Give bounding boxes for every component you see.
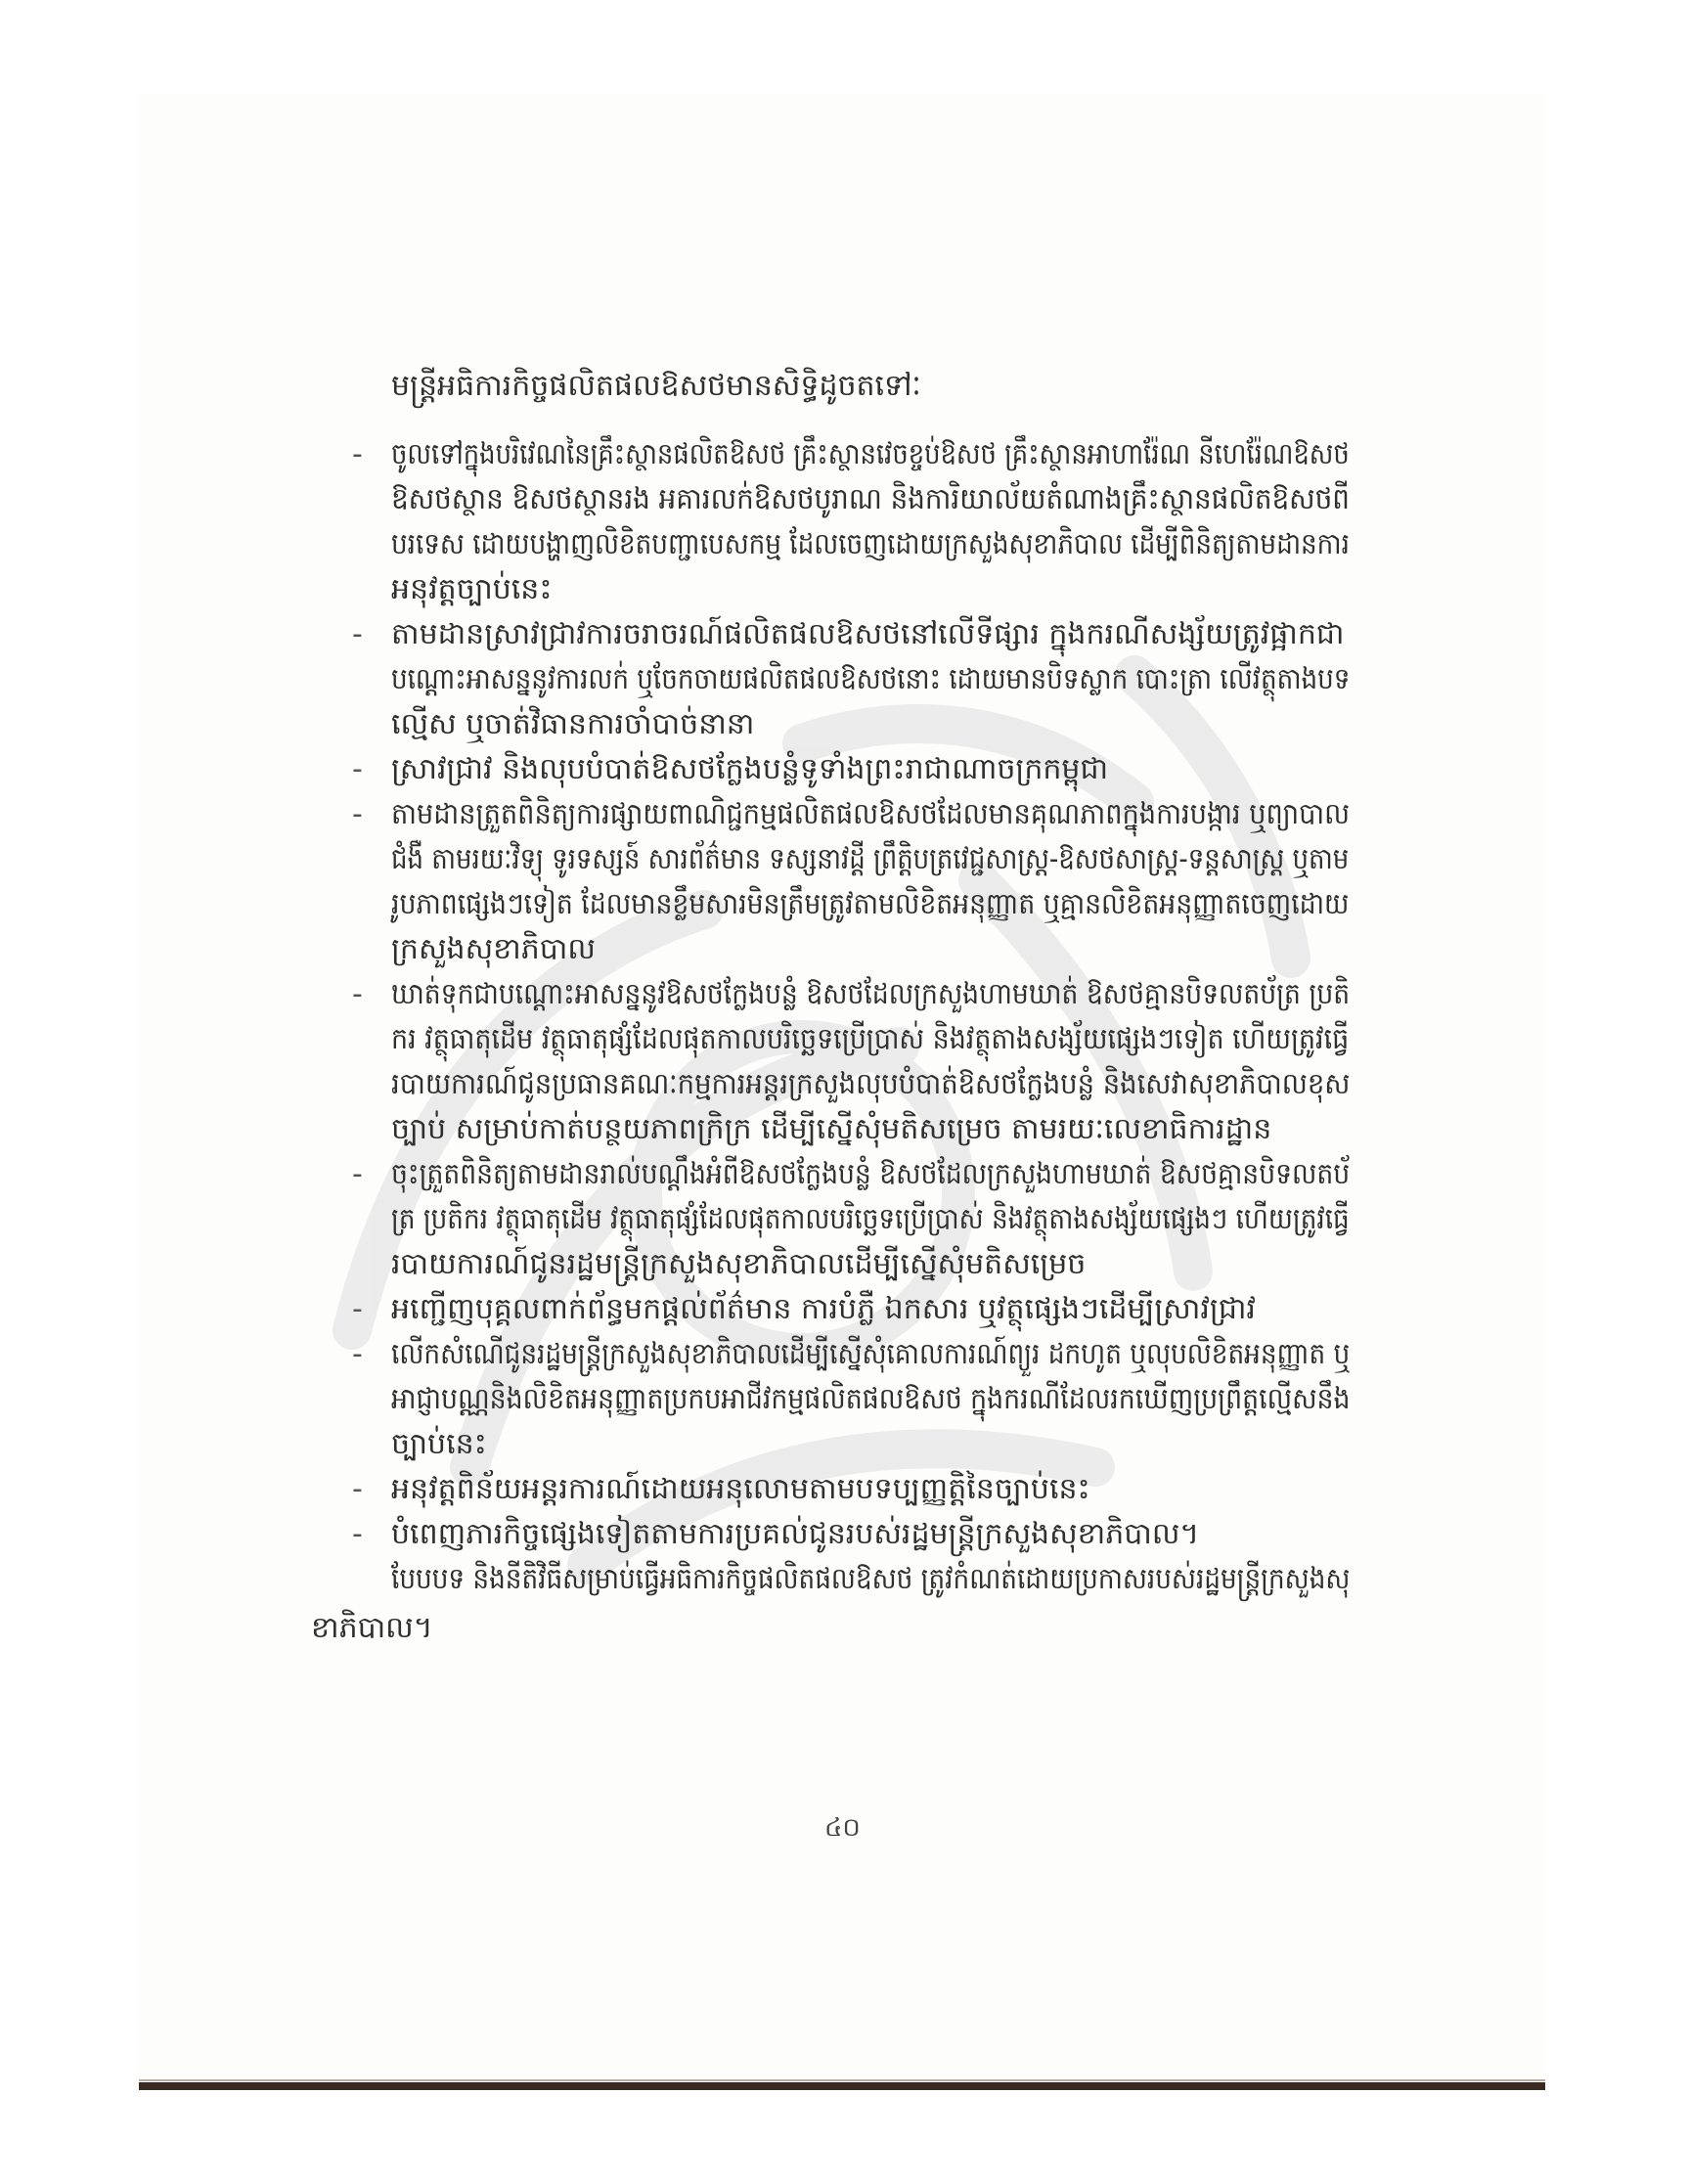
list-dash: - [352,977,363,1011]
list-dash: - [352,1157,363,1191]
list-item-line: ចុះត្រួតពិនិត្យតាមដានរាល់បណ្ដឹងអំពីឱសថក្លែងបន្លំ ឱសថដែលក្រសួងហាមឃាត់ ឱសថគ្មានបិទលតប័ [391,1157,1351,1191]
list-item-line: អនុវត្តច្បាប់នេះ [391,572,553,606]
list-item-line: ក្រសួងសុខាភិបាល [391,932,596,966]
list-item-line: បណ្ដោះអាសន្ននូវការលក់ ឬចែកចាយផលិតផលឱសថនោះ ដោយមានបិទស្លាក បោះត្រា លើវត្ថុតាងបទ [391,662,1351,696]
intro-line: មន្ត្រីអធិការកិច្ចផលិតផលឱសថមានសិទ្ធិដូចតទៅៈ [391,369,921,403]
list-item-line: ល្មើស ឬចាត់វិធានការចាំបាច់នានា [391,707,755,741]
list-item-line: តាមដានត្រួតពិនិត្យការផ្សាយពាណិជ្ជកម្មផលិតផលឱសថដែលមានគុណភាពក្នុងការបង្ការ ឬព្យាបាល [391,797,1351,831]
list-item-line: ត្រ ប្រតិករ វត្ថុធាតុដើម វត្ថុធាតុផ្សំដែលផុតកាលបរិច្ឆេទប្រើប្រាស់ និងវត្ថុតាងសង្ស័យផ្សេងៗ ហើយត្រូវធ្វើ [391,1202,1350,1236]
list-dash: - [352,1472,363,1506]
list-item-line: លើកសំណើជូនរដ្ឋមន្ត្រីក្រសួងសុខាភិបាលដើម្បីស្នើសុំគោលការណ៍ព្យួរ ដកហូត ឬលុបលិខិតអនុញ្ញាត ឬ [391,1337,1351,1371]
list-item-line: ស្រាវជ្រាវ និងលុបបំបាត់ឱសថក្លែងបន្លំទូទាំងព្រះរាជាណាចក្រកម្ពុជា [391,752,1109,786]
list-dash: - [352,617,363,651]
list-dash: - [352,752,363,786]
list-item-line: ច្បាប់ សម្រាប់កាត់បន្ថយភាពក្រិក្រ ដើម្បីស្នើសុំមតិសម្រេច តាមរយៈលេខាធិការដ្ឋាន [391,1112,1272,1146]
list-item-line: ករ វត្ថុធាតុដើម វត្ថុធាតុផ្សំដែលផុតកាលបរិច្ឆេទប្រើប្រាស់ និងវត្ថុតាងសង្ស័យផ្សេងៗទៀត ហើយត្រូវធ្វើ [391,1022,1350,1056]
list-item-line: ឱសថស្ថាន ឱសថស្ថានរង អគារលក់ឱសថបូរាណ និងការិយាល័យតំណាងគ្រឹះស្ថានផលិតឱសថពី [391,482,1350,516]
list-item-line: ច្បាប់នេះ [391,1427,487,1461]
list-dash: - [352,797,363,831]
list-item-line: បំពេញភារកិច្ចផ្សេងទៀតតាមការប្រគល់ជូនរបស់រដ្ឋមន្ត្រីក្រសួងសុខាភិបាល។ [391,1517,1200,1551]
list-item-line: របាយការណ៍ជូនរដ្ឋមន្ត្រីក្រសួងសុខាភិបាលដើម្បីស្នើសុំមតិសម្រេច [391,1247,1087,1281]
list-item-line: ឃាត់ទុកជាបណ្ដោះអាសន្ននូវឱសថក្លែងបន្លំ ឱសថដែលក្រសួងហាមឃាត់ ឱសថគ្មានបិទលតប័ត្រ ប្រតិ [391,977,1351,1011]
list-dash: - [352,1337,363,1371]
list-item-line: អាជ្ញាបណ្ណនិងលិខិតអនុញ្ញាតប្រកបអាជីវកម្មផលិតផលឱសថ ក្នុងករណីដែលរកឃើញប្រព្រឹត្តល្មើសនឹង [391,1382,1351,1416]
list-dash: - [352,1292,363,1326]
closing-line: ខាភិបាល។ [311,1611,433,1645]
closing-line: បែបបទ និងនីតិវិធីសម្រាប់ធ្វើអធិការកិច្ចផលិតផលឱសថ ត្រូវកំណត់ដោយប្រកាសរបស់រដ្ឋមន្ត្រីក្រសួងសុ [391,1562,1351,1596]
list-item-line: បរទេស ដោយបង្ហាញលិខិតបញ្ជាបេសកម្ម ដែលចេញដោយក្រសួងសុខាភិបាល ដើម្បីពិនិត្យតាមដានការ [391,527,1350,561]
list-item-line: អញ្ជើញបុគ្គលពាក់ព័ន្ធមកផ្ដល់ព័ត៌មាន ការបំភ្លឺ ឯកសារ ឬវត្ថុផ្សេងៗដើម្បីស្រាវជ្រាវ [391,1292,1256,1326]
page-frame-bottom-border [139,2082,1545,2090]
list-item-line: តាមដានស្រាវជ្រាវការចរាចរណ៍ផលិតផលឱសថនៅលើទីផ្សារ ក្នុងករណីសង្ស័យត្រូវផ្អាកជា [391,617,1345,651]
list-item-line: ចូលទៅក្នុងបរិវេណនៃគ្រឹះស្ថានផលិតឱសថ គ្រឹះស្ថានវេចខ្ចប់ឱសថ គ្រឹះស្ថានអាហារ៉ែណ នីហេរ៉ែណឱសថ [391,437,1350,471]
list-dash: - [352,437,363,471]
page-number: ៤០ [824,1813,861,1843]
list-item-line: របាយការណ៍ជូនប្រធានគណៈកម្មការអន្តរក្រសួងលុបបំបាត់ឱសថក្លែងបន្លំ និងសេវាសុខាភិបាលខុស [391,1067,1351,1101]
list-item-line: រូបភាពផ្សេងៗទៀត ដែលមានខ្លឹមសារមិនត្រឹមត្រូវតាមលិខិតអនុញ្ញាត ឬគ្មានលិខិតអនុញ្ញាតចេញដោយ [391,887,1350,921]
list-item-line: ជំងឺ តាមរយៈវិទ្យុ ទូរទស្សន៍ សារព័ត៌មាន ទស្សនាវដ្ដី ព្រឹត្តិបត្រវេជ្ជសាស្ត្រ-ឱសថសាស្ត្រ-ទន្តសាស្ត្រ ឬតាម [391,842,1350,876]
list-dash: - [352,1517,363,1551]
list-item-line: អនុវត្តពិន័យអន្តរការណ៍ដោយអនុលោមតាមបទប្បញ្ញត្តិនៃច្បាប់នេះ [391,1472,1090,1506]
